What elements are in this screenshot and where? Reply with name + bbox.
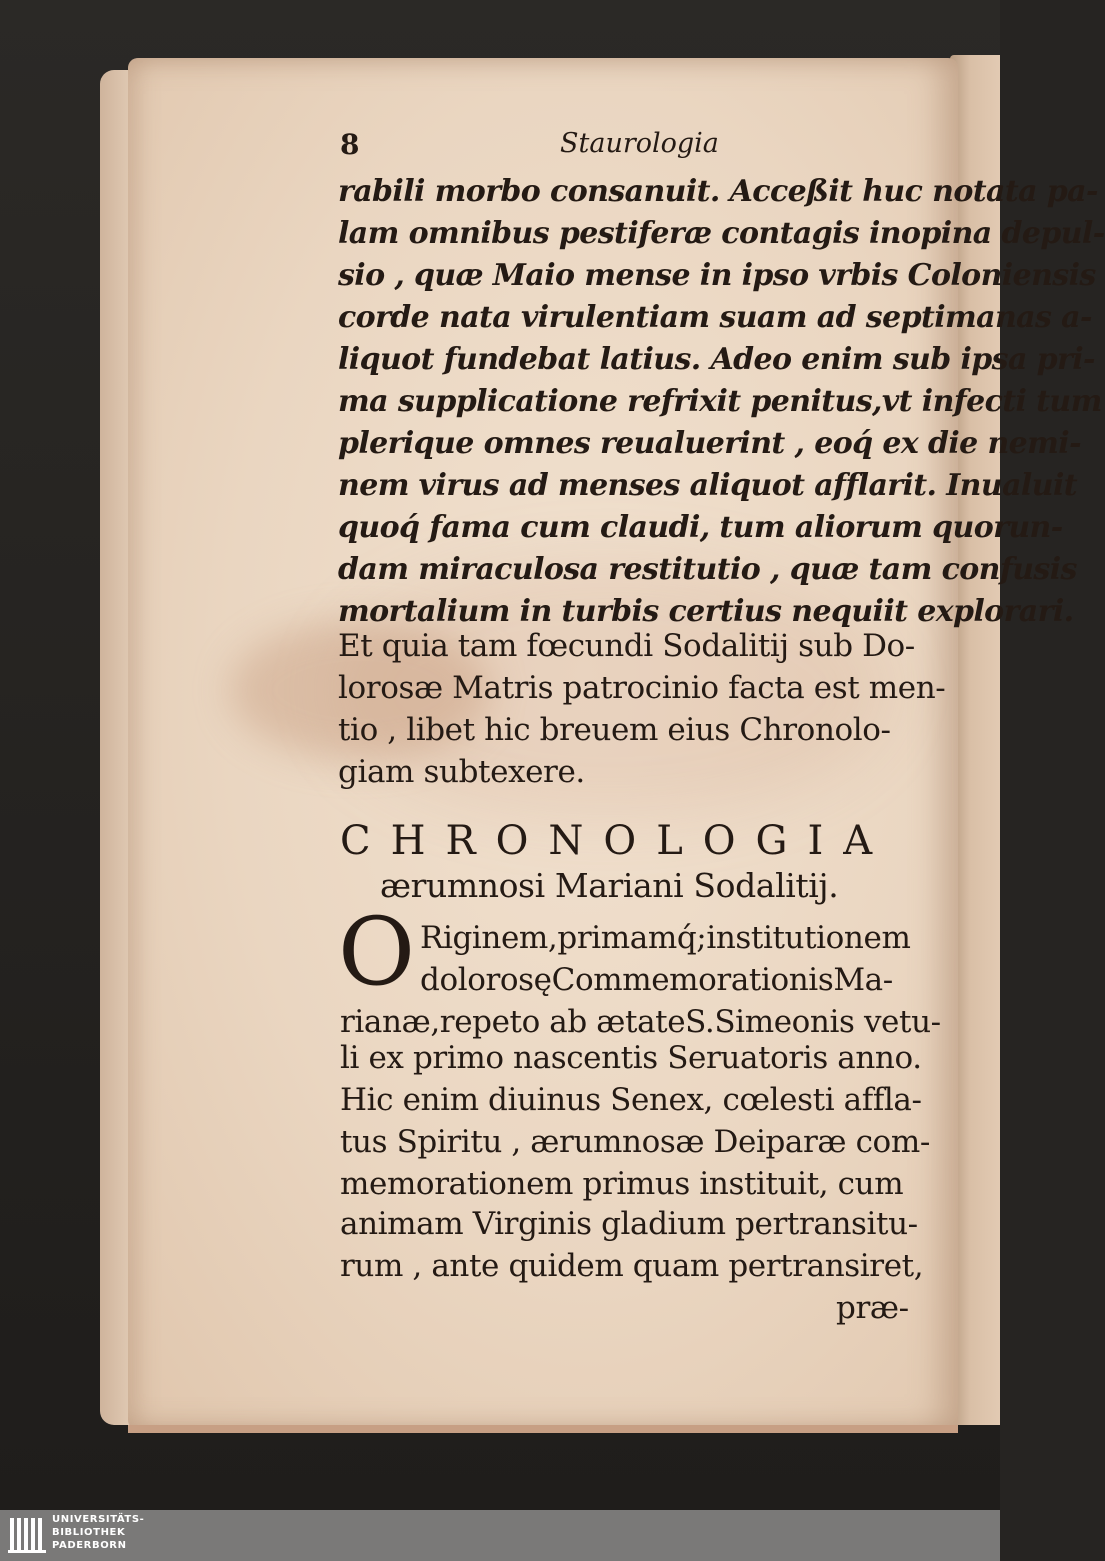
text-line: quoq́ fama cum claudi, tum aliorum quorun- (338, 510, 1063, 545)
library-name-line: BIBLIOTHEK (52, 1527, 126, 1538)
page-number: 8 (340, 128, 360, 161)
text-line: nem virus ad menses aliquot afflarit. Inualuit (338, 468, 1077, 503)
text-line: rum , ante quidem quam pertransiret, (340, 1248, 924, 1284)
text-line: tio , libet hic breuem eius Chronolo- (338, 712, 891, 748)
text-line: Et quia tam fœcundi Sodalitij sub Do- (338, 628, 915, 664)
library-name-line: UNIVERSITÄTS- (52, 1514, 145, 1525)
text-line: Hic enim diuinus Senex, cœlesti affla- (340, 1082, 922, 1118)
university-library-logo-icon (8, 1514, 46, 1556)
text-line: liquot fundebat latius. Adeo enim sub ipsa pri- (338, 342, 1095, 377)
text-line: corde nata virulentiam suam ad septimanas a- (338, 300, 1092, 335)
text-line: animam Virginis gladium pertransitu- (340, 1206, 918, 1242)
section-subheading: ærumnosi Mariani Sodalitij. (380, 866, 839, 905)
catchword: præ- (836, 1290, 909, 1326)
drop-cap: O (338, 898, 416, 1007)
text-line: li ex primo nascentis Seruatoris anno. (340, 1040, 922, 1076)
text-line: lam omnibus pestiferæ contagis inopina depul- (338, 216, 1105, 251)
text-line: sio , quæ Maio mense in ipso vrbis Coloniensis (338, 258, 1096, 293)
text-line: lorosæ Matris patrocinio facta est men- (338, 670, 946, 706)
running-title: Staurologia (560, 128, 719, 159)
text-line: rianæ,repeto ab ætateS.Simeonis vetu- (340, 1004, 941, 1040)
text-line: dam miraculosa restitutio , quæ tam confusis (338, 552, 1077, 587)
text-line: memorationem primus instituit, cum (340, 1166, 904, 1202)
text-line: ma supplicatione refrixit penitus,vt infecti tum (338, 384, 1102, 419)
text-line: mortalium in turbis certius nequiit explorari. (338, 594, 1074, 629)
library-footer-bar (0, 1510, 1000, 1561)
text-line: dolorosęCommemorationisMa- (420, 962, 893, 998)
library-name-line: PADERBORN (52, 1540, 127, 1551)
text-line: tus Spiritu , ærumnosæ Deiparæ com- (340, 1124, 930, 1160)
text-line: plerique omnes reualuerint , eoq́ ex die nemi- (338, 426, 1081, 461)
text-line: rabili morbo consanuit. Acceßit huc notata pa- (338, 174, 1098, 209)
text-line: Riginem,primamq́;institutionem (420, 920, 911, 956)
page-bottom-edge (128, 1425, 958, 1433)
section-heading: CHRONOLOGIA (340, 818, 893, 864)
text-line: giam subtexere. (338, 754, 585, 790)
